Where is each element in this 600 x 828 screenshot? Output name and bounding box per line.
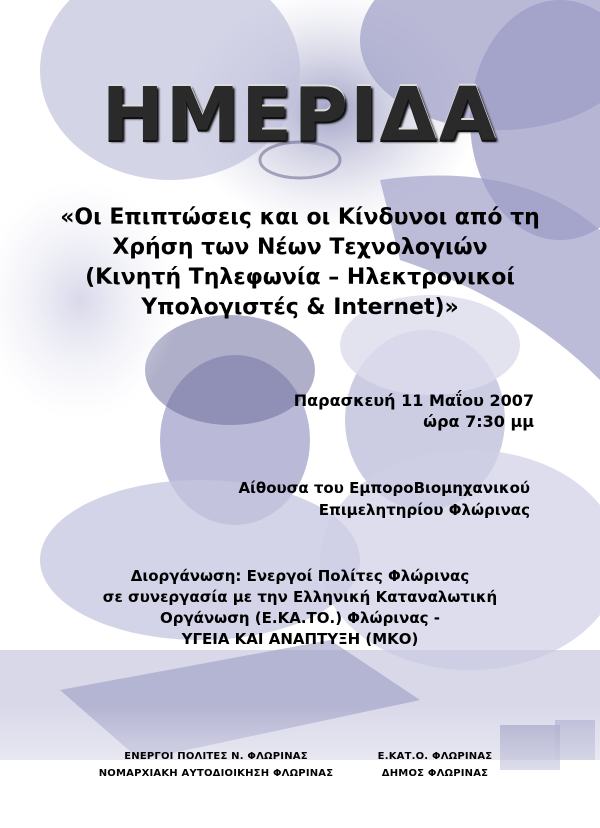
footer-sponsors-right (360, 748, 510, 782)
venue-line: Επιμελητηρίου Φλώρινας (318, 501, 530, 519)
sponsor-name: ΝΟΜΑΡΧΙΑΚΗ ΑΥΤΟΔΙΟΙΚΗΣΗ ΦΛΩΡΙΝΑΣ (98, 768, 334, 779)
sponsor-name: ΔΗΜΟΣ ΦΛΩΡΙΝΑΣ (381, 768, 489, 779)
event-time: ώρα 7:30 μμ (423, 412, 534, 431)
organizer-line: ΥΓΕΙΑ ΚΑΙ ΑΝΑΠΤΥΞΗ (ΜΚΟ) (181, 630, 419, 648)
event-topic (30, 203, 570, 323)
organizers (40, 566, 560, 650)
topic-line: (Κινητή Τηλεφωνία – Ηλεκτρονικοί (85, 265, 515, 290)
sponsor-name: Ε.ΚΑΤ.Ο. ΦΛΩΡΙΝΑΣ (377, 751, 493, 762)
topic-line: «Οι Επιπτώσεις και οι Κίνδυνοι από τη (60, 205, 540, 230)
page-title: ΗΜΕΡΙΔΑ (101, 72, 499, 158)
organizer-line: Διοργάνωση: Ενεργοί Πολίτες Φλώρινας (130, 567, 470, 585)
footer-sponsors-left (66, 748, 366, 782)
event-datetime (294, 390, 534, 432)
sponsor-name: ΕΝΕΡΓΟΙ ΠΟΛΙΤΕΣ Ν. ΦΛΩΡΙΝΑΣ (124, 751, 308, 762)
topic-line: Υπολογιστές & Internet)» (141, 295, 459, 320)
event-date: Παρασκευή 11 Μαΐου 2007 (293, 391, 534, 410)
topic-line: Χρήση των Νέων Τεχνολογιών (112, 235, 488, 260)
organizer-line: Οργάνωση (Ε.ΚΑ.ΤΟ.) Φλώρινας - (159, 609, 441, 627)
venue-line: Αίθουσα του ΕμποροΒιομηχανικού (238, 479, 530, 497)
event-venue (238, 477, 530, 521)
organizer-line: σε συνεργασία με την Ελληνική Καταναλωτική (102, 588, 498, 606)
